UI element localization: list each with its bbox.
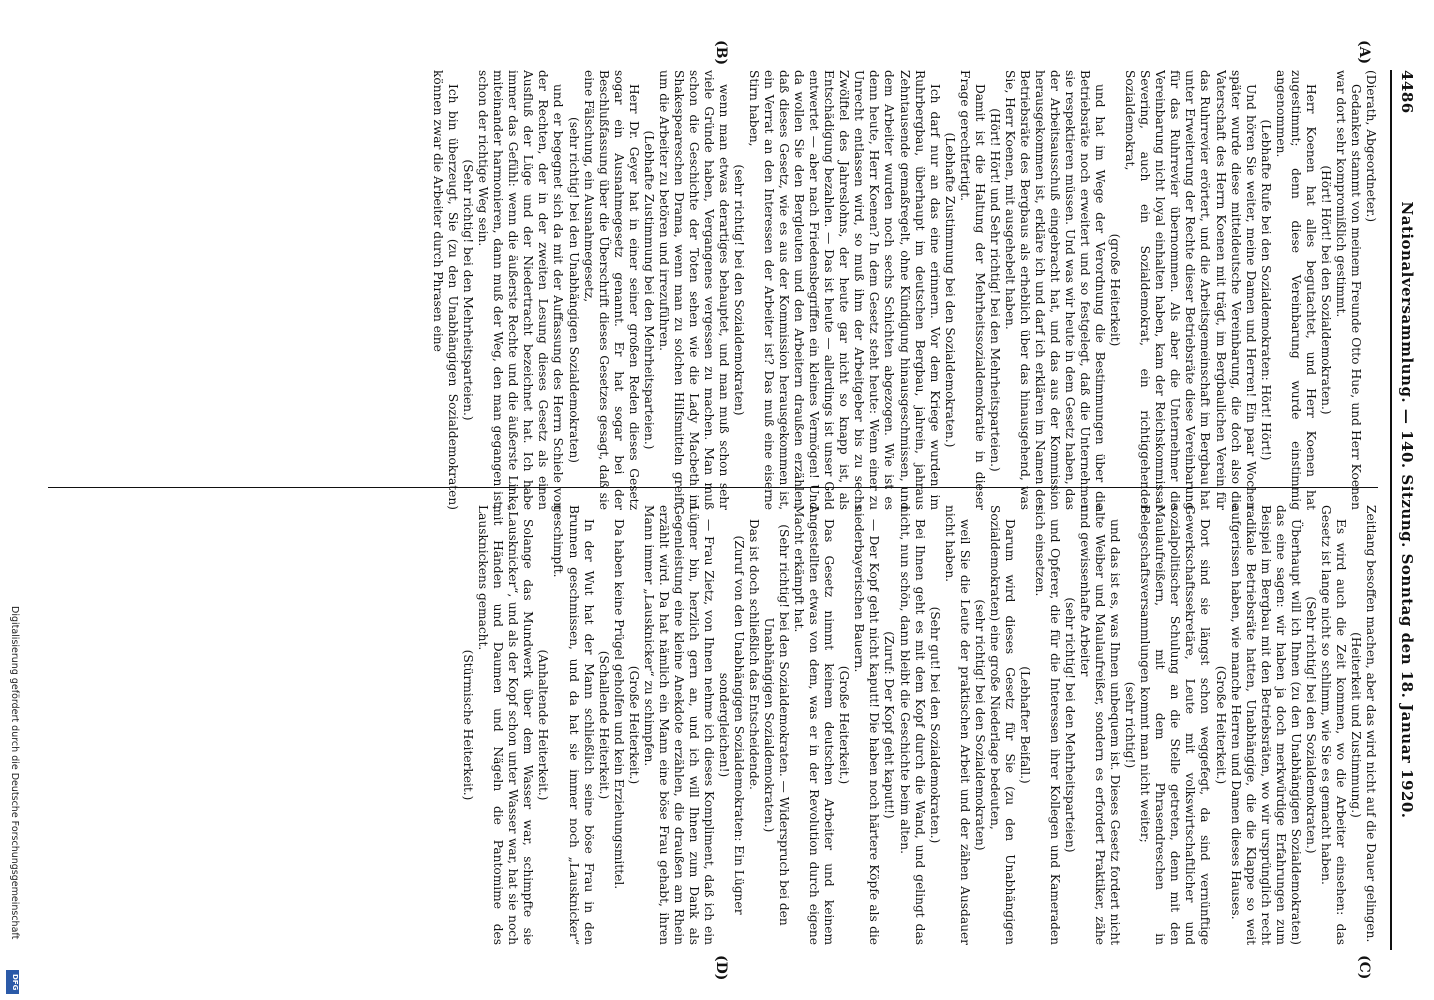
interjection: (Sehr richtig! bei den Sozialdemokraten. — Widerspruch bei den Unabhängigen Sozialdemokraten.) — [762, 524, 792, 926]
paragraph: Herr Koenen hat alles begutachtet, und Herr Koenen hat zugestimmt; denn diese Vereinbarung wurde einstimmig angenommen. — [1273, 70, 1318, 510]
paragraph: Solange das Mundwerk über dem Wasser war, schimpfte sie „Lausknicker“, und als der Kopf schon unter Wasser war, hat sie noch mit Händen und Daumen und Nägeln die Pantomime des Lausknickens gemacht. — [476, 505, 536, 945]
paragraph: weil Sie die Leute der praktischen Arbeit und der zähen Ausdauer nicht haben. — [942, 505, 972, 945]
paragraph: und Opferer, die für die Interessen ihrer Kollegen und Kameraden sich einsetzen. — [1032, 505, 1063, 945]
dfg-logo — [4, 970, 20, 994]
paragraph: Das Gesetz nimmt keinem deutschen Arbeiter und keinem Angestellten etwas von dem, was er in der Revolution durch eigene Macht erkämpft hat. — [792, 505, 837, 945]
paragraph: Damit ist die Haltung der Mehrheitssozialdemokratie in dieser Frage gerechtfertigt. — [957, 70, 987, 510]
paragraph: und er begegnet sich da mit der Auffassung des Herrn Schiele von der Rechten, der in der zweiten Lesung dieses Gesetz als einen Ausfluß der Lüge und der Niedertracht bezeichnet hat. Ich habe immer das Gefühl: wenn die äußerste Rechte und die äußerste Linke miteinander harmonieren, dann muß der Weg, den man gegangen ist, schon der richtige Weg sein. — [476, 70, 566, 510]
margin-mark-c: (C) — [1356, 955, 1372, 980]
interjection: (Lebhafter Beifall.) — [1017, 666, 1032, 784]
interjection: (sehr richtig! bei den Mehrheitsparteien) — [1063, 597, 1078, 853]
paragraph: Ich bin überzeugt, Sie (zu den Unabhängigen Sozialdemokraten) können zwar die Arbeiter durch Phrasen eine — [431, 70, 461, 510]
interjection: (Zuruf: Der Kopf geht kaputt!) — [882, 631, 897, 819]
paragraph: Da haben keine Prügel geholfen und kein Erziehungsmittel. — [611, 519, 626, 890]
interjection: (Lebhafte Zustimmung bei den Sozialdemokraten.) — [942, 132, 957, 448]
paragraph: In der Wut hat der Mann schließlich seine böse Frau in den Brunnen geschmissen, und da hat sie immer noch „Lausknicker“ geschimpft. — [551, 505, 596, 945]
interjection: (Sehr gut! bei den Sozialdemokraten.) — [927, 606, 942, 844]
left-column — [68, 70, 1378, 510]
interjection: (große Heiterkeit) — [1108, 233, 1123, 347]
paragraph: Überhaupt will ich Ihnen (zu den Unabhängigen Sozialdemokraten) das eine sagen: wir haben ja doch merkwürdige Erfahrungen zum Beispiel im Bergbau mit den Betriebsräten, wo wir ursprünglich recht radikale Betriebsräte hatten, Unabhängige, die die Klappe so weit aufgerissen haben, wie manche Herren und Damen dieses Hauses. — [1228, 505, 1303, 945]
right-column — [68, 505, 1378, 945]
paragraph: Bei Ihnen geht es mit dem Kopf durch die Wand, und gelingt das nicht, nun schön, dann bleibt die Geschichte beim alten. — [897, 505, 927, 945]
interjection: (Große Heiterkeit.) — [626, 665, 641, 785]
margin-mark-a: (A) — [1356, 40, 1372, 65]
margin-mark-b: (B) — [713, 40, 729, 66]
interjection: (Hört! Hört! bei den Sozialdemokraten.) — [1318, 165, 1333, 415]
interjection: (Sehr richtig! bei den Mehrheitsparteien.) — [461, 159, 476, 421]
interjection: (Sehr richtig! bei den Sozialdemokraten.) — [1303, 596, 1318, 854]
paragraph: — Der Kopf geht nicht kaputt! Die haben noch härtere Köpfe als die niederbayerischen Bauern. — [852, 505, 882, 945]
margin-mark-d: (D) — [713, 955, 729, 981]
interjection: (Große Heiterkeit.) — [837, 665, 852, 785]
paragraph: Es wird auch die Zeit kommen, wo die Arbeiter einsehen: das Gesetz ist lange nicht so schlimm, wie Sie es gemacht haben. — [1318, 505, 1348, 945]
interjection: (Schallende Heiterkeit.) — [596, 650, 611, 800]
running-head — [1390, 70, 1420, 950]
paragraph: Darum wird dieses Gesetz für Sie (zu den Unabhängigen Sozialdemokraten) eine große Niederlage bedeuten, — [987, 505, 1017, 945]
paragraph: Und hören Sie weiter, meine Damen und Herren! Ein paar Wochen später wurde diese mitteldeutsche Vereinbarung, die doch also die Vaterschaft des Herrn Koenen mit trägt, im Bergbaulichen Verein für das Ruhrrevier erörtert, und die Arbeitsgemeinschaft im Bergbau hat unter Erweiterung der Rechte dieser Betriebsräte diese Vereinbarung für das Ruhrrevier übernommen. Als aber die Unternehmer die Vereinbarung nicht loyal einhalten haben, kam der Reichskommissar Severing, auch ein Sozialdemokrat, ein richtiggehender Sozialdemokrat, — [1123, 70, 1258, 510]
paragraph: wenn man etwas derartiges behauptet, und man muß schon sehr viele Gründe haben, Vergangenes vergessen zu machen. Man muß schon die Geschichte der Toten sehen wie die Lady Macbeth im Shakespeareschen Drama, wenn man zu solchen Hilfsmitteln greift, um die Arbeiter zu betören und irrezuführen. — [656, 70, 731, 510]
interjection: (Stürmische Heiterkeit.) — [461, 649, 476, 801]
digitization-credit-text: Digitalisierung gefördert durch die Deutsche Forschungsgemeinschaft — [9, 606, 20, 940]
paragraph: — Frau Zietz, von Ihnen nehme ich dieses Kompliment, daß ich ein Lügner bin, herzlich gern an, und ich will Ihnen zum Dank als Gegenleistung eine kleine Anekdote erzählen, die draußen am Rhein erzählt wird. Da hat nämlich ein Mann eine böse Frau gehabt, ihren Mann immer „Lausknicker“ zu schimpfen. — [641, 505, 716, 945]
interjection: (sehr richtig! bei den Sozialdemokraten) — [732, 164, 747, 416]
interjection: (sehr richtig! bei den Unabhängigen Sozialdemokraten) — [566, 117, 581, 463]
interjection: (sehr richtig! bei den Sozialdemokraten) — [972, 599, 987, 851]
interjection: (Heiterkeit und Zustimmung.) — [1348, 632, 1363, 818]
interjection: (Lebhafte Zustimmung bei den Mehrheitsparteien.) — [641, 130, 656, 450]
paragraph: Herr Dr. Geyer hat in einer seiner großen Reden dieses Gesetz sogar ein Ausnahmegesetz genannt. Er hat sogar bei der Beschlußfassung über die Überschrift dieses Gesetzes gesagt, daß sie eine Fälschung, ein Ausnahmegesetz, — [581, 70, 641, 510]
paragraph: Dort sind sie längst schon weggefegt, da sind vernünftige Gewerkschaftssekretäre, Leute mit volkswirtschaftlicher und sozialpolitischer Schulung an die Stelle getreten, denn mit den Maulaufreißern, mit dem Phrasendreschen in Belegschaftsversammlungen kommt man nicht weiter; — [1138, 505, 1213, 945]
paragraph: (Dierath, Abgeordneter.) — [1364, 70, 1378, 223]
interjection: (Anhaltende Heiterkeit.) — [536, 649, 551, 801]
paragraph: und das ist es, was Ihnen unbequem ist. Dieses Gesetz fordert nicht alte Weiber und Maulaufreißer, sondern es erfordert Praktiker, zähe und gewissenhafte Arbeiter — [1078, 505, 1123, 945]
page-number: 4486 — [1398, 70, 1416, 114]
interjection: (Große Heiterkeit.) — [1213, 665, 1228, 785]
digitization-credit — [6, 606, 22, 996]
paragraph: Ich darf nur an das eine erinnern. Vor dem Kriege wurden im Ruhrbergbau, überhaupt im deutschen Bergbau, jahrein, jahraus Zehntausende gemaßregelt, ohne Kündigung hinausgeschmissen, und dem Arbeiter wurden noch sechs Schichten abgezogen. Wie ist es denn heute, Herr Koenen? In dem Gesetz steht heute: Wenn einer zu Unrecht entlassen wird, so muß ihm der Arbeitgeber bis zu sechs Zwölftel des Jahreslohns, der heute gar nicht so knapp ist, als Entschädigung bezahlen. — Das ist heute — allerdings ist unser Geld entwertet — aber nach Friedensbegriffen ein kleines Vermögen! Und da wollen Sie den Bergleuten und den Arbeitern draußen erzählen, daß dieses Gesetz, wie es aus der Kommission herausgekommen ist, ein Verrat an den Interessen der Arbeiter ist? Das muß eine eiserne Stirn haben, — [747, 70, 942, 510]
page-title: Nationalversammlung. — 140. Sitzung. Sonntag den 18. Januar 1920. — [1398, 201, 1416, 819]
interjection: (Lebhafte Rufe bei den Sozialdemokraten: Hört! Hört!) — [1258, 119, 1273, 461]
paragraph: Das ist doch schließlich das Entscheidende. — [747, 519, 762, 790]
interjection: (Zuruf von den Unabhängigen Sozialdemokraten: Ein Lügner sondergleichen!) — [716, 535, 747, 915]
interjection: (Hört! Hört! und Sehr richtig! bei den Mehrheitsparteien.) — [987, 108, 1002, 472]
column-divider — [48, 487, 1378, 488]
dfg-logo-icon: DFG — [6, 970, 19, 994]
paragraph: Gedanken stammt von meinem Freunde Otto Hue, und Herr Koenen war dort sehr kompromißlich gestimmt. — [1333, 70, 1363, 510]
interjection: (sehr richtig!) — [1123, 681, 1138, 769]
paragraph: und hat im Wege der Verordnung die Bestimmungen über die Betriebsräte noch erweitert und so festgelegt, daß die Unternehmer sie respektieren müssen. Und was wir heute in dem Gesetz haben, das der Arbeitsausschuß eingebracht hat, und das aus der Kommission herausgekommen ist, erkläre ich und darf ich erklären im Namen der Betriebsräte des Bergbaus als erheblich über das hinausgehend, was Sie, Herr Koenen, mit ausgehebelt haben. — [1002, 70, 1108, 510]
paragraph: Zeitlang besoffen machen, aber das wird nicht auf die Dauer gelingen. — [1364, 505, 1378, 943]
